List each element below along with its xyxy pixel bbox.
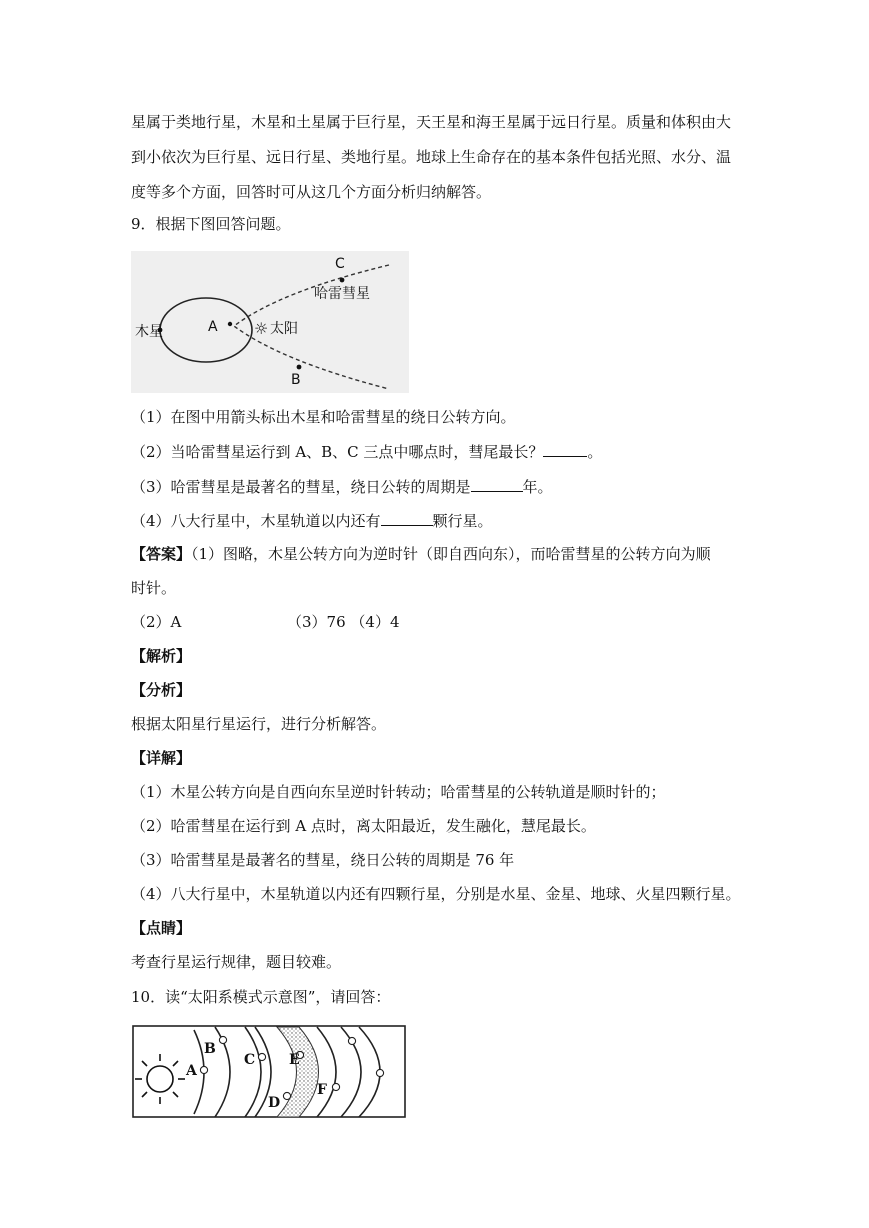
- answer-3: （3）76 （4）4: [287, 613, 400, 631]
- q9-sub3: [131, 476, 553, 497]
- solar-system-diagram: [131, 1024, 407, 1120]
- planet-g: [348, 1037, 355, 1044]
- answer-1: （1）图略，木星公转方向为逆时针（即自西向东），而哈雷彗星的公转方向为顺: [191, 545, 711, 563]
- q9-sub4-end: 颗行星。: [432, 512, 493, 530]
- fenxi-text: 根据太阳星行星运行，进行分析解答。: [131, 715, 387, 733]
- label-e: E: [289, 1052, 300, 1068]
- label-b: B: [204, 1041, 216, 1057]
- answer-tag: 【答案】: [131, 545, 192, 563]
- detail-2: （2）哈雷彗星在运行到 A 点时，离太阳最近，发生融化，慧尾最长。: [131, 817, 596, 835]
- label-b: B: [291, 372, 301, 388]
- label-jupiter: 木星: [135, 324, 163, 340]
- label-c: C: [244, 1052, 256, 1068]
- intro-line-3: 度等多个方面，回答时可从这几个方面分析归纳解答。: [131, 183, 492, 201]
- intro-line-1: 星属于类地行星，木星和土星属于巨行星，天王星和海王星属于远日行星。质量和体积由大: [131, 113, 732, 131]
- point-a: [228, 322, 232, 326]
- planet-f: [332, 1083, 339, 1090]
- planet-c: [258, 1053, 265, 1060]
- label-halley-comet: 哈雷彗星: [314, 286, 370, 302]
- q9-sub3-end: 年。: [522, 478, 553, 496]
- sun-icon: ☼: [254, 319, 269, 338]
- q9-title: 9．根据下图回答问题。: [131, 215, 291, 233]
- detail-1: （1）木星公转方向是自西向东呈逆时针转动；哈雷彗星的公转轨道是顺时针的；: [131, 783, 666, 801]
- q9-sub4-text: （4）八大行星中，木星轨道以内还有: [131, 512, 381, 530]
- label-a: A: [208, 319, 218, 335]
- q9-sub4: [131, 510, 493, 531]
- label-sun: 太阳: [270, 321, 298, 337]
- label-d: D: [268, 1095, 281, 1111]
- label-c: C: [335, 256, 345, 272]
- planet-h: [376, 1069, 383, 1076]
- planet-a: [200, 1066, 207, 1073]
- planet-b: [219, 1036, 226, 1043]
- q9-sub4-blank[interactable]: [381, 510, 433, 526]
- label-f: F: [317, 1082, 327, 1098]
- q9-sub2-end: 。: [587, 443, 603, 461]
- answer-2: （2）A: [131, 613, 182, 631]
- q9-sub3-text: （3）哈雷彗星是最著名的彗星，绕日公转的周期是: [131, 478, 471, 496]
- detail-4: （4）八大行星中，木星轨道以内还有四颗行星，分别是水星、金星、地球、火星四颗行星。: [131, 885, 741, 903]
- q9-sub3-blank[interactable]: [471, 476, 523, 492]
- dianjing-tag: 【点睛】: [131, 919, 192, 937]
- point-b: [297, 365, 302, 370]
- halley-comet-orbit-figure: [131, 251, 409, 393]
- answer-2-3: [131, 612, 400, 632]
- q10-title: 10．读“太阳系模式示意图”，请回答：: [131, 988, 391, 1006]
- planet-d: [283, 1092, 290, 1099]
- intro-line-2: 到小依次为巨行星、远日行星、类地行星。地球上生命存在的基本条件包括光照、水分、温: [131, 148, 732, 166]
- dianjing-text: 考查行星运行规律，题目较难。: [131, 953, 342, 971]
- detail-tag: 【详解】: [131, 749, 192, 767]
- q9-sub1: （1）在图中用箭头标出木星和哈雷彗星的绕日公转方向。: [131, 408, 516, 426]
- q9-sub2: [131, 441, 602, 462]
- answer-1b: 时针。: [131, 579, 177, 597]
- label-a: A: [186, 1063, 197, 1079]
- point-c: [340, 278, 345, 283]
- fenxi-tag: 【分析】: [131, 681, 192, 699]
- q9-answer-line1: [131, 544, 711, 564]
- q9-sub2-blank[interactable]: [543, 441, 587, 457]
- detail-3: （3）哈雷彗星是最著名的彗星，绕日公转的周期是 76 年: [131, 851, 515, 869]
- q9-sub2-text: （2）当哈雷彗星运行到 A、B、C 三点中哪点时，彗尾最长？: [131, 443, 544, 461]
- analysis-tag: 【解析】: [131, 647, 192, 665]
